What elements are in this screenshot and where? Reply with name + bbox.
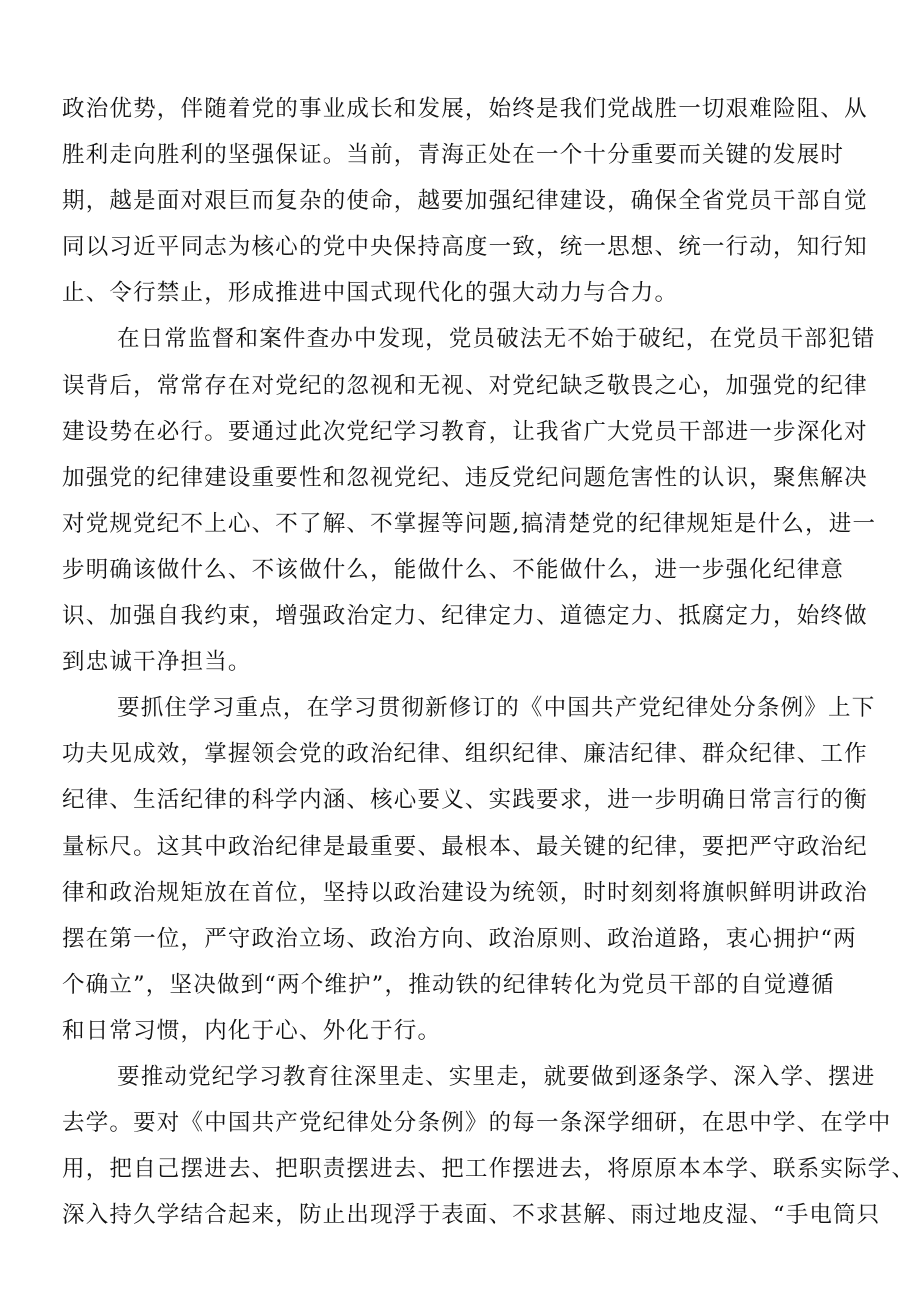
text-line: 期，越是面对艰巨而复杂的使命，越要加强纪律建设，确保全省党员干部自觉 (62, 188, 868, 215)
text-line: 和日常习惯，内化于心、外化于行。 (62, 1017, 442, 1044)
text-line: 政治优势，伴随着党的事业成长和发展，始终是我们党战胜一切艰难险阻、从 (62, 96, 868, 122)
text-line: 误背后，常常存在对党纪的忽视和无视、对党纪缺乏敬畏之心，加强党的纪律 (62, 372, 868, 399)
paragraph (62, 1054, 916, 1238)
text-line: 识、加强自我约束，增强政治定力、纪律定力、道德定力、抵腐定力，始终做 (62, 603, 868, 630)
text-line: 个确立”，坚决做到“两个维护”，推动铁的纪律转化为党员干部的自觉遵循 (62, 971, 835, 998)
text-line: 要抓住学习重点，在学习贯彻新修订的《中国共产党纪律处分条例》上下 (117, 695, 876, 722)
text-line: 对党规党纪不上心、不了解、不掌握等问题,搞清楚党的纪律规矩是什么，进一 (62, 510, 877, 537)
text-line: 到忠诚干净担当。 (62, 649, 252, 676)
text-line: 同以习近平同志为核心的党中央保持高度一致，统一思想、统一行动，知行知 (62, 234, 868, 261)
text-line: 纪律、生活纪律的科学内涵、核心要义、实践要求，进一步明确日常言行的衡 (62, 787, 868, 814)
text-line: 摆在第一位，严守政治立场、政治方向、政治原则、政治道路，衷心拥护“两 (62, 925, 857, 952)
text-line: 深入持久学结合起来，防止出现浮于表面、不求甚解、雨过地皮湿、“手电筒只 (62, 1202, 881, 1229)
text-line: 胜利走向胜利的坚强保证。当前，青海正处在一个十分重要而关键的发展时 (62, 142, 845, 169)
paragraph (62, 86, 868, 316)
document-body (62, 86, 916, 1238)
text-line: 去学。要对《中国共产党纪律处分条例》的每一条深学细研，在思中学、在学中 (62, 1110, 892, 1137)
text-line: 加强党的纪律建设重要性和忽视党纪、违反党纪问题危害性的认识，聚焦解决 (62, 464, 868, 491)
text-line: 要推动党纪学习教育往深里走、实里走，就要做到逐条学、深入学、摆进 (117, 1063, 876, 1090)
text-line: 止、令行禁止，形成推进中国式现代化的强大动力与合力。 (62, 280, 679, 307)
paragraph (62, 685, 876, 1054)
text-line: 量标尺。这其中政治纪律是最重要、最根本、最关键的纪律，要把严守政治纪 (62, 833, 868, 860)
text-line: 在日常监督和案件查办中发现，党员破法无不始于破纪，在党员干部犯错 (117, 326, 876, 353)
text-line: 律和政治规矩放在首位，坚持以政治建设为统领，时时刻刻将旗帜鲜明讲政治 (62, 879, 868, 906)
text-line: 功夫见成效，掌握领会党的政治纪律、组织纪律、廉洁纪律、群众纪律、工作 (62, 741, 868, 768)
paragraph (62, 316, 877, 685)
text-line: 步明确该做什么、不该做什么，能做什么、不能做什么，进一步强化纪律意 (62, 556, 845, 583)
text-line: 建设势在必行。要通过此次党纪学习教育，让我省广大党员干部进一步深化对 (62, 418, 868, 445)
text-line: 用，把自己摆进去、把职责摆进去、把工作摆进去，将原原本本学、联系实际学、 (62, 1156, 916, 1183)
